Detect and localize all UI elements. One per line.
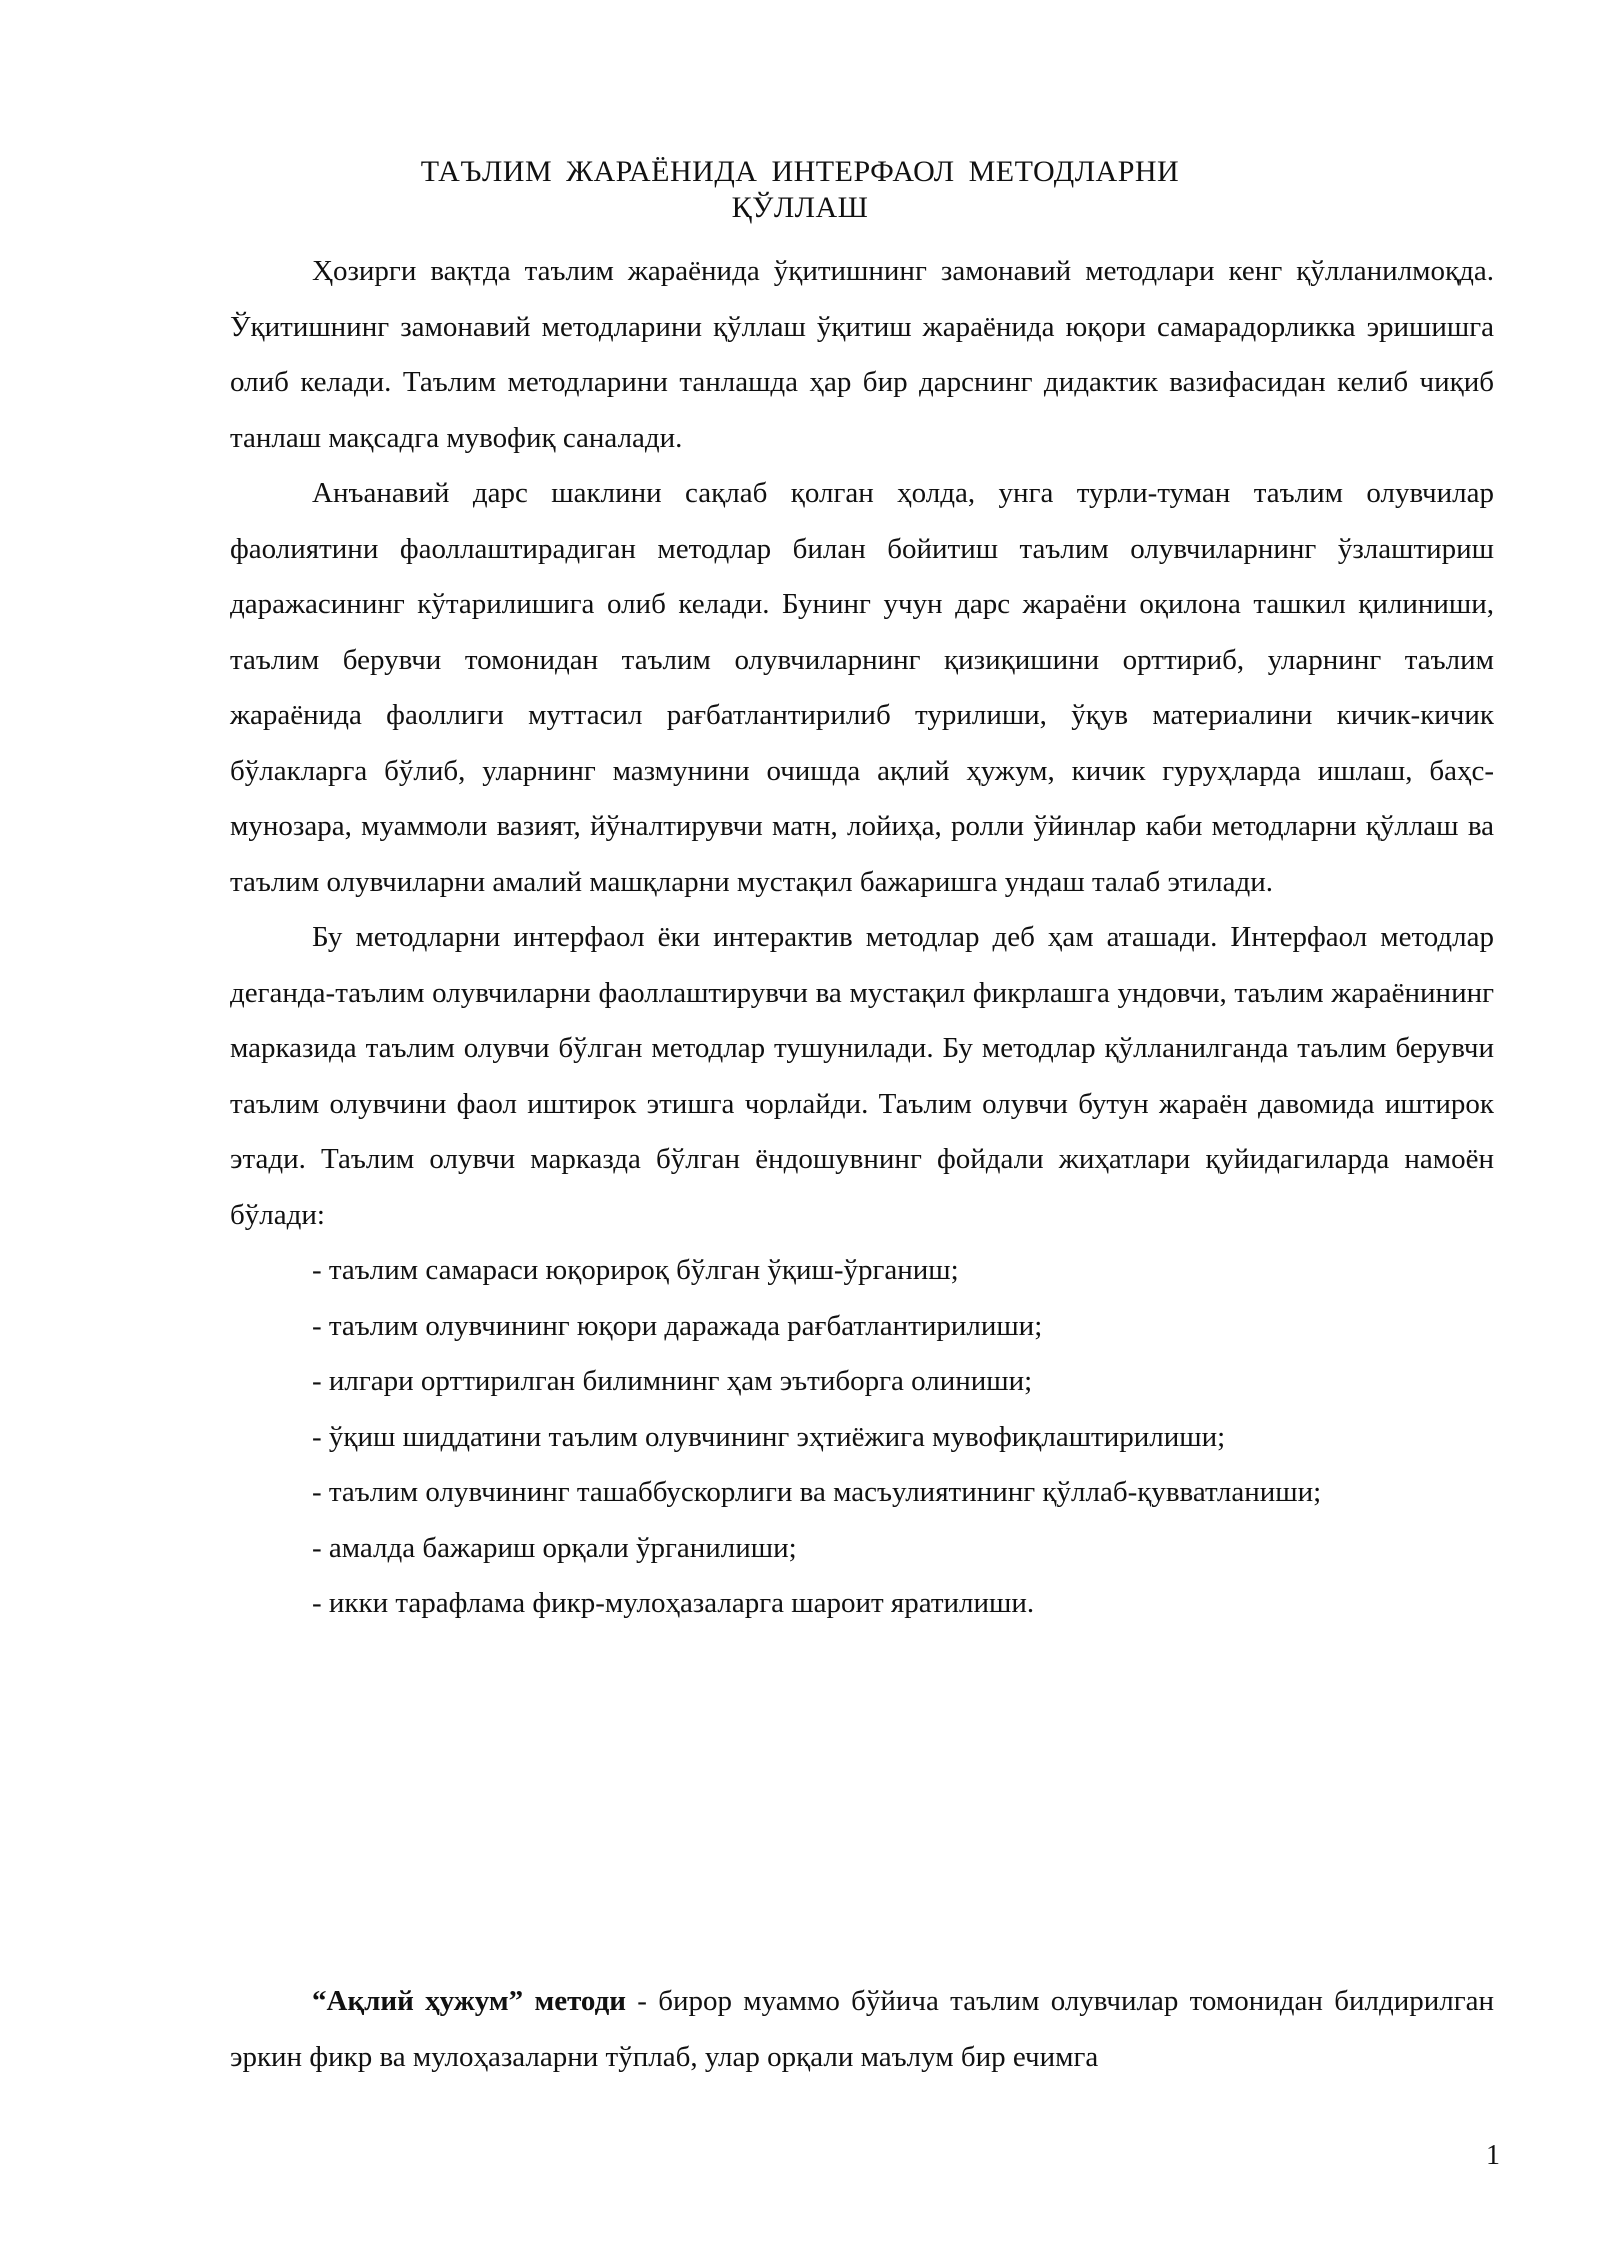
- list-item: - ўқиш шиддатини таълим олувчининг эҳтиёжига мувофиқлаштирилиши;: [312, 1420, 1226, 1453]
- brainstorm-section: [230, 1973, 1494, 2085]
- paragraph-2: Анъанавий дарс шаклини сақлаб қолган ҳолда, унга турли-туман таълим олувчилар фаолиятини фаоллаштирадиган методлар билан бойитиш таълим олувчиларнинг ўзлаштириш даражасининг кўтарилишига олиб келади. Бунинг учун дарс жараёни оқилона ташкил қилиниши, таълим берувчи томонидан таълим олувчиларнинг қизиқишини орттириб, уларнинг таълим жараёнида фаоллиги муттасил рағбатлантирилиб турилиши, ўқув материалини кичик-кичик бўлакларга бўлиб, уларнинг мазмунини очишда ақлий ҳужум, кичик гуруҳларда ишлаш, баҳс-мунозара, муаммоли вазият, йўналтирувчи матн, лойиҳа, ролли ўйинлар каби методларни қўллаш ва таълим олувчиларни амалий машқларни мустақил бажаришга ундаш талаб этилади.: [230, 477, 1494, 898]
- list-item: - икки тарафлама фикр-мулоҳазаларга шароит яратилиши.: [312, 1587, 1035, 1619]
- document-title-line-2: ҚЎЛЛАШ: [731, 191, 869, 224]
- list-item: - таълим олувчининг юқори даражада рағбатлантирилиши;: [312, 1309, 1043, 1342]
- list-item: - таълим самараси юқорироқ бўлган ўқиш-ўрганиш;: [312, 1254, 959, 1286]
- brainstorm-method-term: “Ақлий ҳужум” методи: [312, 1985, 626, 2017]
- brainstorm-paragraph: [230, 1973, 1494, 2085]
- document-title-line-1: ТАЪЛИМ ЖАРАЁНИДА ИНТЕРФАОЛ МЕТОДЛАРНИ: [420, 155, 1180, 188]
- paragraph-3: Бу методларни интерфаол ёки интерактив методлар деб ҳам аташади. Интерфаол методлар деганда-таълим олувчиларни фаоллаштирувчи ва мустақил фикрлашга ундовчи, таълим жараёнининг марказида таълим олувчи бўлган методлар тушунилади. Бу методлар қўлланилганда таълим берувчи таълим олувчини фаол иштирок этишга чорлайди. Таълим олувчи бутун жараён давомида иштирок этади. Таълим олувчи марказда бўлган ёндошувнинг фойдали жиҳатлари қуйидагиларда намоён бўлади:: [230, 921, 1494, 1231]
- benefits-list: [230, 1243, 1494, 1632]
- brainstorm-method-definition: - бирор муаммо бўйича таълим олувчилар томонидан билдирилган эркин фикр ва мулоҳазаларни тўплаб, улар орқали маълум бир ечимга: [230, 1985, 1494, 2073]
- page-number: 1: [1486, 2140, 1500, 2171]
- list-item: - амалда бажариш орқали ўрганилиши;: [312, 1531, 797, 1564]
- document-body: [230, 244, 1494, 1632]
- paragraph-1: Ҳозирги вақтда таълим жараёнида ўқитишнинг замонавий методлари кенг қўлланилмоқда. Ўқитишнинг замонавий методларини қўллаш ўқитиш жараёнида юқори самарадорликка эришишга олиб келади. Таълим методларини танлашда ҳар бир дарснинг дидактик вазифасидан келиб чиқиб танлаш мақсадга мувофиқ саналади.: [230, 255, 1494, 454]
- list-item: - илгари орттирилган билимнинг ҳам эътиборга олиниши;: [312, 1365, 1033, 1397]
- list-item: - таълим олувчининг ташаббускорлиги ва масъулиятининг қўллаб-қувватланиши;: [312, 1476, 1322, 1508]
